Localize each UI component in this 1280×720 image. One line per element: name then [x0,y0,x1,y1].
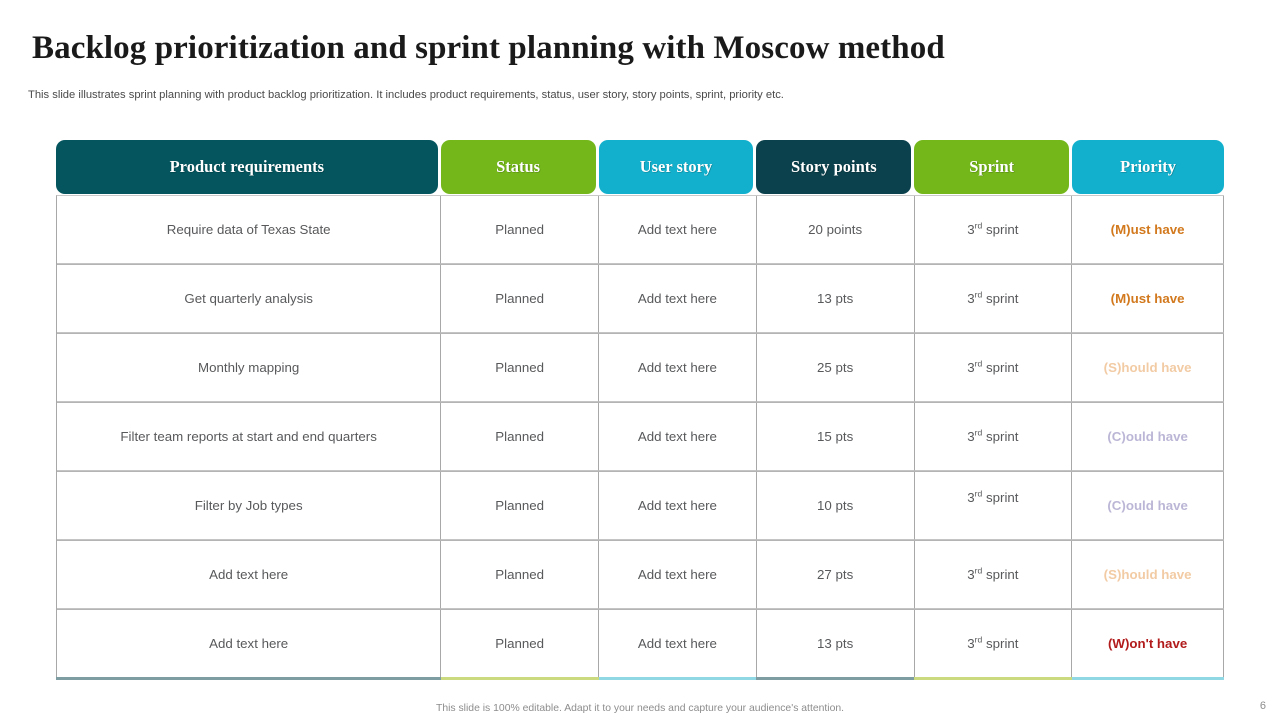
sprint-ordinal-suffix: rd [974,634,983,645]
table-row [57,471,1224,540]
sprint-label: sprint [982,291,1019,306]
cell-priority [1072,334,1224,402]
sprint-label: sprint [982,490,1019,505]
cell-status: Planned [441,334,599,402]
sprint-ordinal-suffix: rd [974,358,983,369]
sprint-label: sprint [982,222,1019,237]
sprint-ordinal: 3 [967,360,975,375]
table-header-row [56,140,1224,194]
cell-user-story: Add text here [599,196,757,264]
sprint-ordinal-suffix: rd [974,427,983,438]
cell-user-story: Add text here [599,610,757,678]
cell-product-requirement: Filter team reports at start and end quarters [57,403,441,471]
cell-sprint [915,472,1073,540]
table-body [56,195,1224,678]
cell-sprint [915,610,1073,678]
priority-badge: (M)ust have [1110,222,1185,237]
sprint-label: sprint [982,636,1019,651]
table-bottom-accents [56,677,1224,680]
table-row [57,540,1224,609]
cell-sprint [915,265,1073,333]
priority-badge: (W)on't have [1108,636,1188,651]
cell-product-requirement: Filter by Job types [57,472,441,540]
cell-status: Planned [441,196,599,264]
column-header-3[interactable]: Story points [756,140,911,194]
cell-user-story: Add text here [599,403,757,471]
priority-badge: (S)hould have [1103,360,1192,375]
cell-story-points: 27 pts [757,541,915,609]
cell-story-points: 20 points [757,196,915,264]
cell-priority [1072,541,1224,609]
priority-badge: (M)ust have [1110,291,1185,306]
page-title: Backlog prioritization and sprint planning with Moscow method [32,30,945,66]
sprint-ordinal: 3 [967,291,975,306]
table-row [57,264,1224,333]
sprint-ordinal: 3 [967,490,975,505]
page-subtitle: This slide illustrates sprint planning with product backlog prioritization. It includes product requirements, status, user story, story points, sprint, priority etc. [28,89,784,101]
sprint-ordinal: 3 [967,429,975,444]
cell-sprint [915,541,1073,609]
cell-sprint [915,196,1073,264]
cell-product-requirement: Monthly mapping [57,334,441,402]
sprint-ordinal: 3 [967,567,975,582]
cell-story-points: 25 pts [757,334,915,402]
sprint-label: sprint [982,567,1019,582]
priority-badge: (C)ould have [1107,429,1188,444]
cell-sprint [915,403,1073,471]
column-accent-4 [914,677,1072,680]
column-header-2[interactable]: User story [599,140,754,194]
table-row [57,333,1224,402]
sprint-ordinal: 3 [967,222,975,237]
page-number: 6 [1259,700,1266,712]
sprint-label: sprint [982,429,1019,444]
table-row [57,196,1224,264]
cell-story-points: 10 pts [757,472,915,540]
table-row [57,609,1224,678]
cell-status: Planned [441,403,599,471]
cell-status: Planned [441,472,599,540]
cell-user-story: Add text here [599,472,757,540]
cell-status: Planned [441,265,599,333]
column-header-5[interactable]: Priority [1072,140,1224,194]
cell-user-story: Add text here [599,334,757,402]
cell-user-story: Add text here [599,541,757,609]
footer-note: This slide is 100% editable. Adapt it to your needs and capture your audience's attention. [435,703,845,714]
sprint-ordinal-suffix: rd [974,565,983,576]
column-accent-3 [756,677,914,680]
cell-product-requirement: Require data of Texas State [57,196,441,264]
column-accent-1 [441,677,599,680]
sprint-ordinal-suffix: rd [974,220,983,231]
column-header-4[interactable]: Sprint [914,140,1069,194]
cell-status: Planned [441,610,599,678]
sprint-ordinal-suffix: rd [974,289,983,300]
cell-priority [1072,265,1224,333]
cell-product-requirement: Add text here [57,610,441,678]
sprint-label: sprint [982,360,1019,375]
table-row [57,402,1224,471]
column-header-0[interactable]: Product requirements [56,140,438,194]
cell-story-points: 13 pts [757,265,915,333]
cell-product-requirement: Get quarterly analysis [57,265,441,333]
cell-priority [1072,610,1224,678]
cell-user-story: Add text here [599,265,757,333]
cell-sprint [915,334,1073,402]
cell-priority [1072,472,1224,540]
cell-product-requirement: Add text here [57,541,441,609]
cell-priority [1072,196,1224,264]
backlog-table [56,140,1224,680]
column-accent-0 [56,677,441,680]
priority-badge: (S)hould have [1103,567,1192,582]
cell-story-points: 13 pts [757,610,915,678]
sprint-ordinal: 3 [967,636,975,651]
cell-story-points: 15 pts [757,403,915,471]
priority-badge: (C)ould have [1107,498,1188,513]
column-accent-5 [1072,677,1224,680]
sprint-ordinal-suffix: rd [974,488,983,499]
column-accent-2 [599,677,757,680]
cell-priority [1072,403,1224,471]
column-header-1[interactable]: Status [441,140,596,194]
cell-status: Planned [441,541,599,609]
